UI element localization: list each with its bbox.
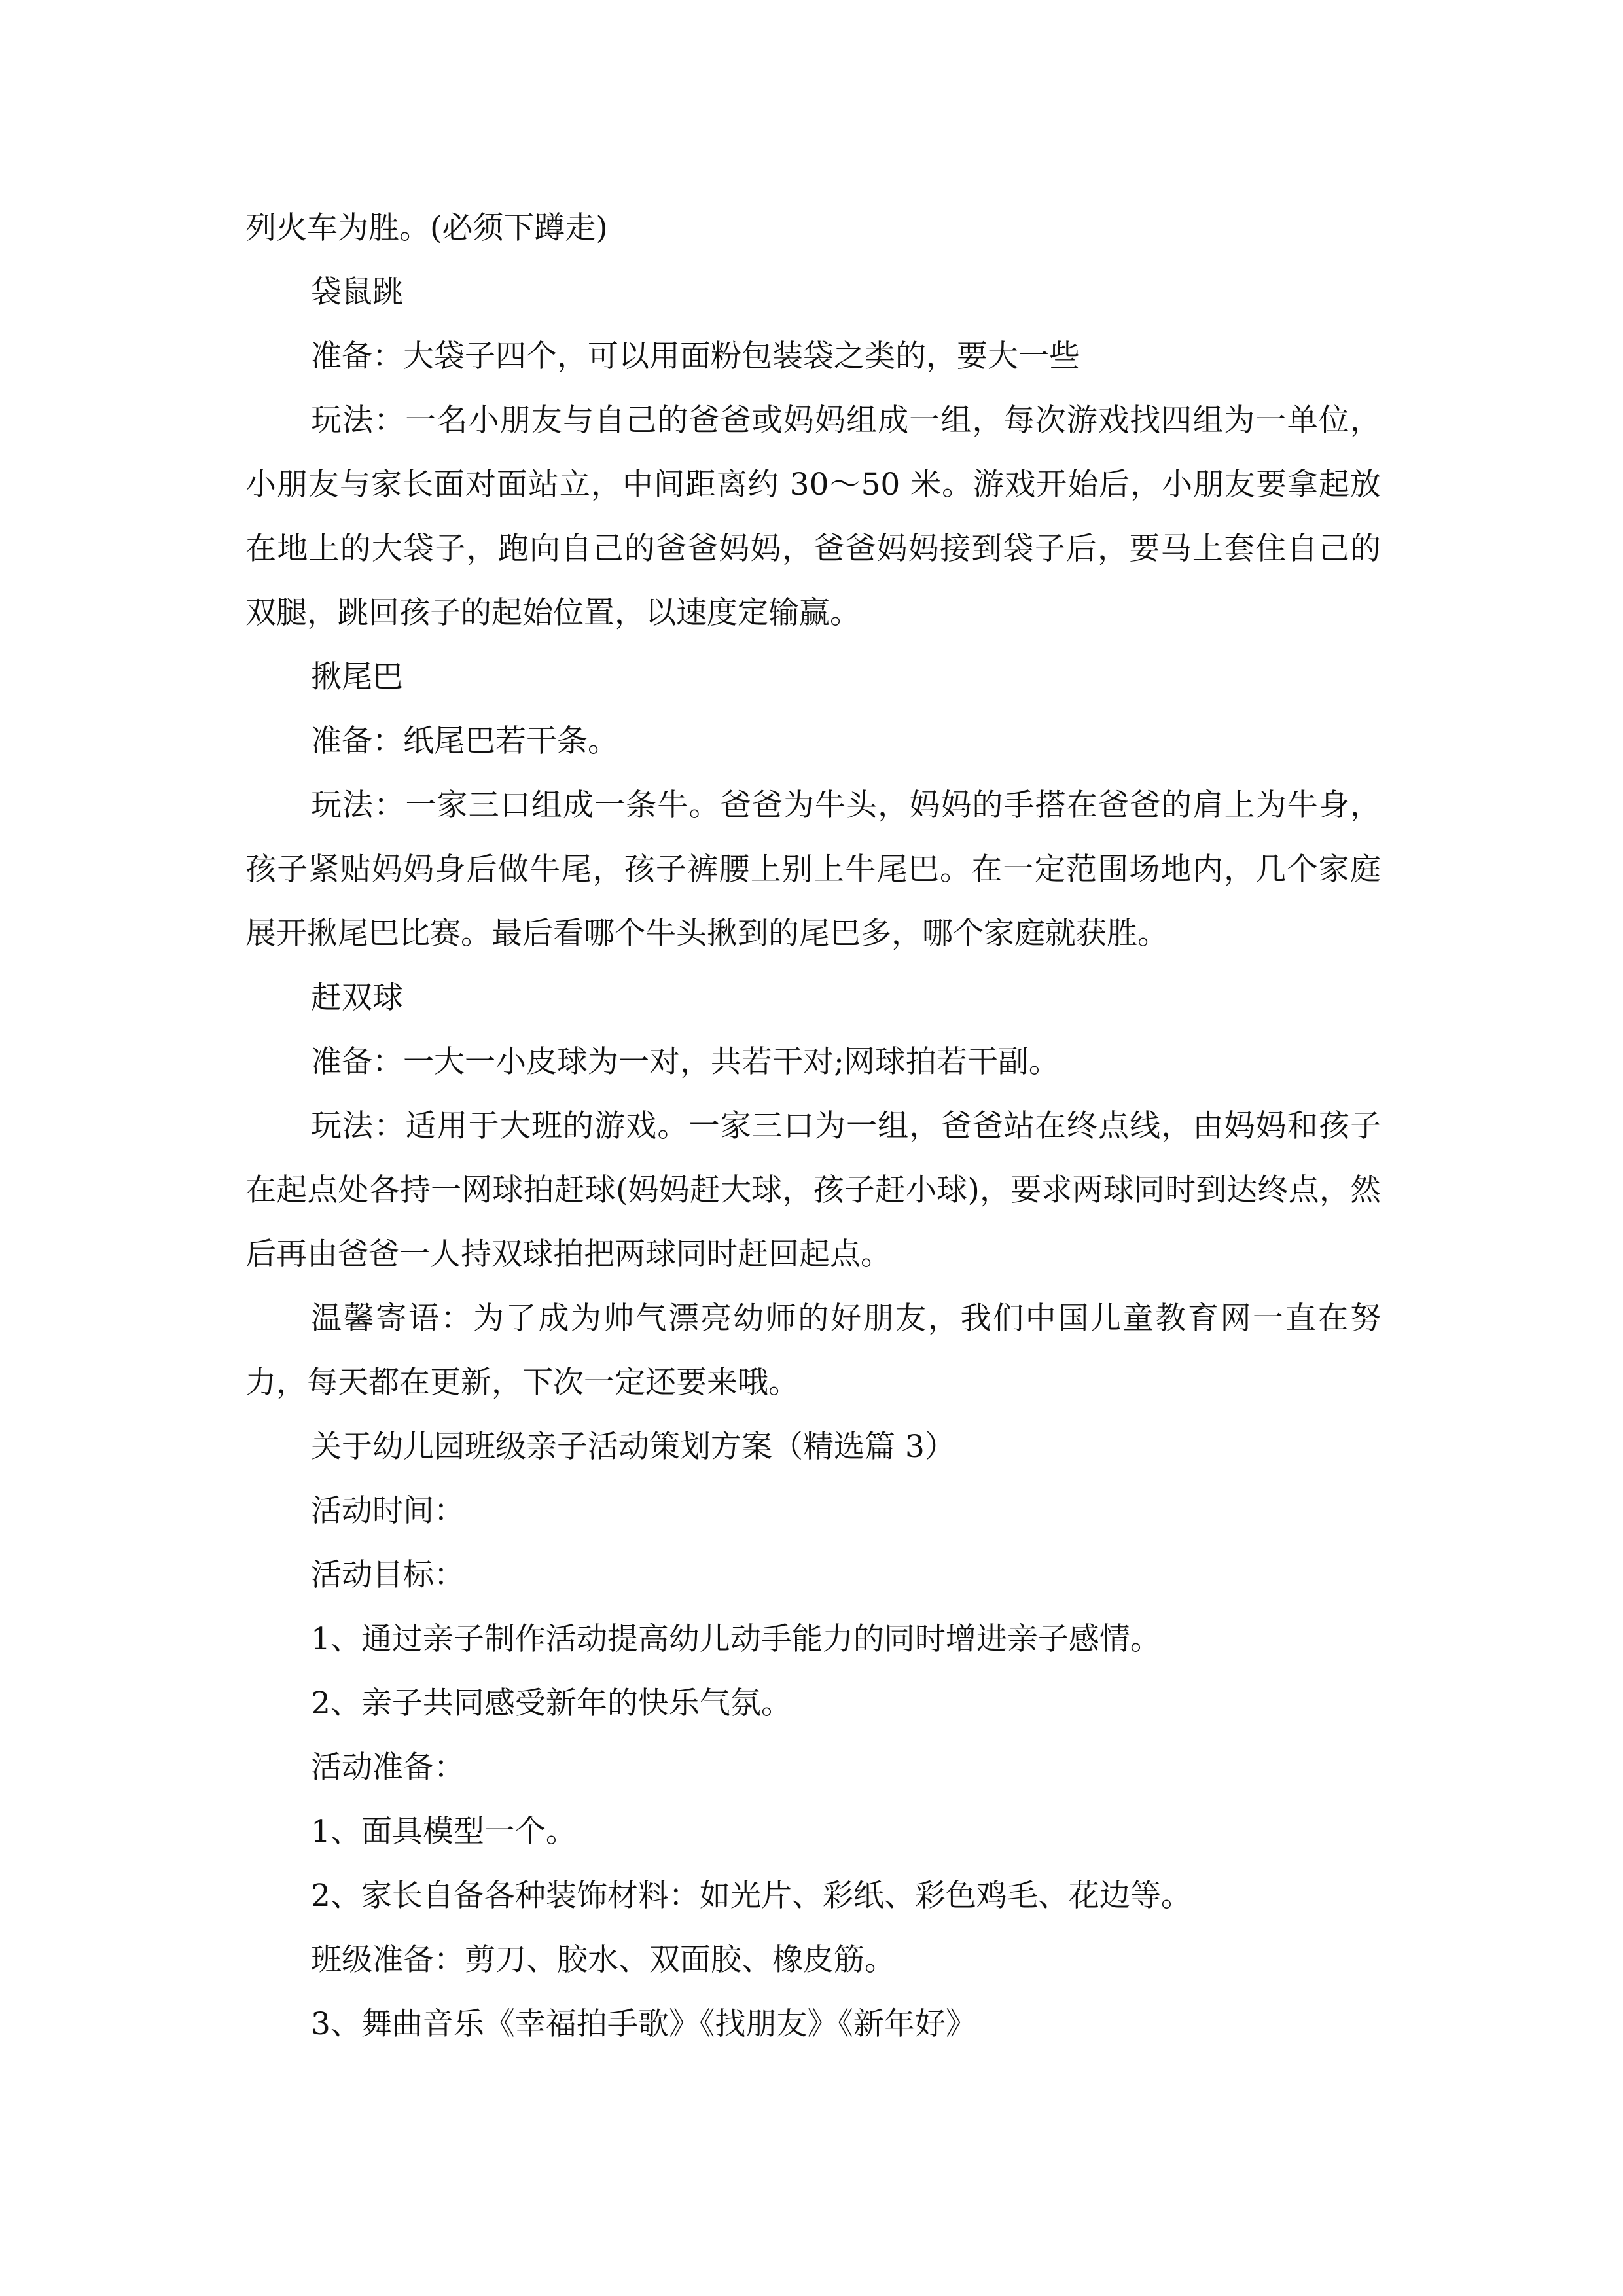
paragraph-kangaroo-rules: 玩法：一名小朋友与自己的爸爸或妈妈组成一组，每次游戏找四组为一单位，小朋友与家长面对面站立，中间距离约 30～50 米。游戏开始后，小朋友要拿起放在地上的大袋子，跑向自己的爸爸妈妈，爸爸妈妈接到袋子后，要马上套住自己的双腿，跳回孩子的起始位置，以速度定输赢。	[245, 403, 1381, 631]
paragraph-warm-message: 温馨寄语：为了成为帅气漂亮幼师的好朋友，我们中国儿童教育网一直在努力，每天都在更新，下次一定还要来哦。	[245, 1300, 1381, 1401]
list-item-prep-3: 3、舞曲音乐《幸福拍手歌》《找朋友》《新年好》	[311, 2006, 976, 2042]
heading-double-ball: 赶双球	[311, 980, 403, 1016]
list-item-prep-1: 1、面具模型一个。	[311, 1814, 577, 1850]
list-item-goal-1: 1、通过亲子制作活动提高幼儿动手能力的同时增进亲子感情。	[311, 1621, 1161, 1657]
label-activity-prep: 活动准备：	[311, 1749, 465, 1785]
paragraph-train-end: 列火车为胜。(必须下蹲走)	[245, 210, 608, 246]
document-page	[245, 196, 1381, 2056]
paragraph-double-ball-rules: 玩法：适用于大班的游戏。一家三口为一组，爸爸站在终点线，由妈妈和孩子在起点处各持一网球拍赶球(妈妈赶大球，孩子赶小球)，要求两球同时到达终点，然后再由爸爸一人持双球拍把两球同时赶回起点。	[245, 1108, 1381, 1272]
label-activity-goals: 活动目标：	[311, 1557, 465, 1593]
heading-kangaroo-jump: 袋鼠跳	[311, 274, 403, 310]
label-activity-time: 活动时间：	[311, 1493, 465, 1529]
paragraph-class-prep: 班级准备：剪刀、胶水、双面胶、橡皮筋。	[311, 1942, 895, 1978]
paragraph-kangaroo-prep: 准备：大袋子四个，可以用面粉包装袋之类的，要大一些	[311, 338, 1080, 374]
list-item-goal-2: 2、亲子共同感受新年的快乐气氛。	[311, 1685, 792, 1721]
paragraph-grab-tail-rules: 玩法：一家三口组成一条牛。爸爸为牛头，妈妈的手搭在爸爸的肩上为牛身，孩子紧贴妈妈身后做牛尾，孩子裤腰上别上牛尾巴。在一定范围场地内，几个家庭展开揪尾巴比赛。最后看哪个牛头揪到的尾巴多，哪个家庭就获胜。	[245, 787, 1381, 952]
paragraph-grab-tail-prep: 准备：纸尾巴若干条。	[311, 723, 618, 759]
heading-grab-tail: 揪尾巴	[311, 659, 403, 695]
section-title-plan-3: 关于幼儿园班级亲子活动策划方案（精选篇 3）	[311, 1429, 955, 1465]
paragraph-double-ball-prep: 准备：一大一小皮球为一对，共若干对;网球拍若干副。	[311, 1044, 1060, 1080]
list-item-prep-2: 2、家长自备各种装饰材料：如光片、彩纸、彩色鸡毛、花边等。	[311, 1878, 1192, 1914]
